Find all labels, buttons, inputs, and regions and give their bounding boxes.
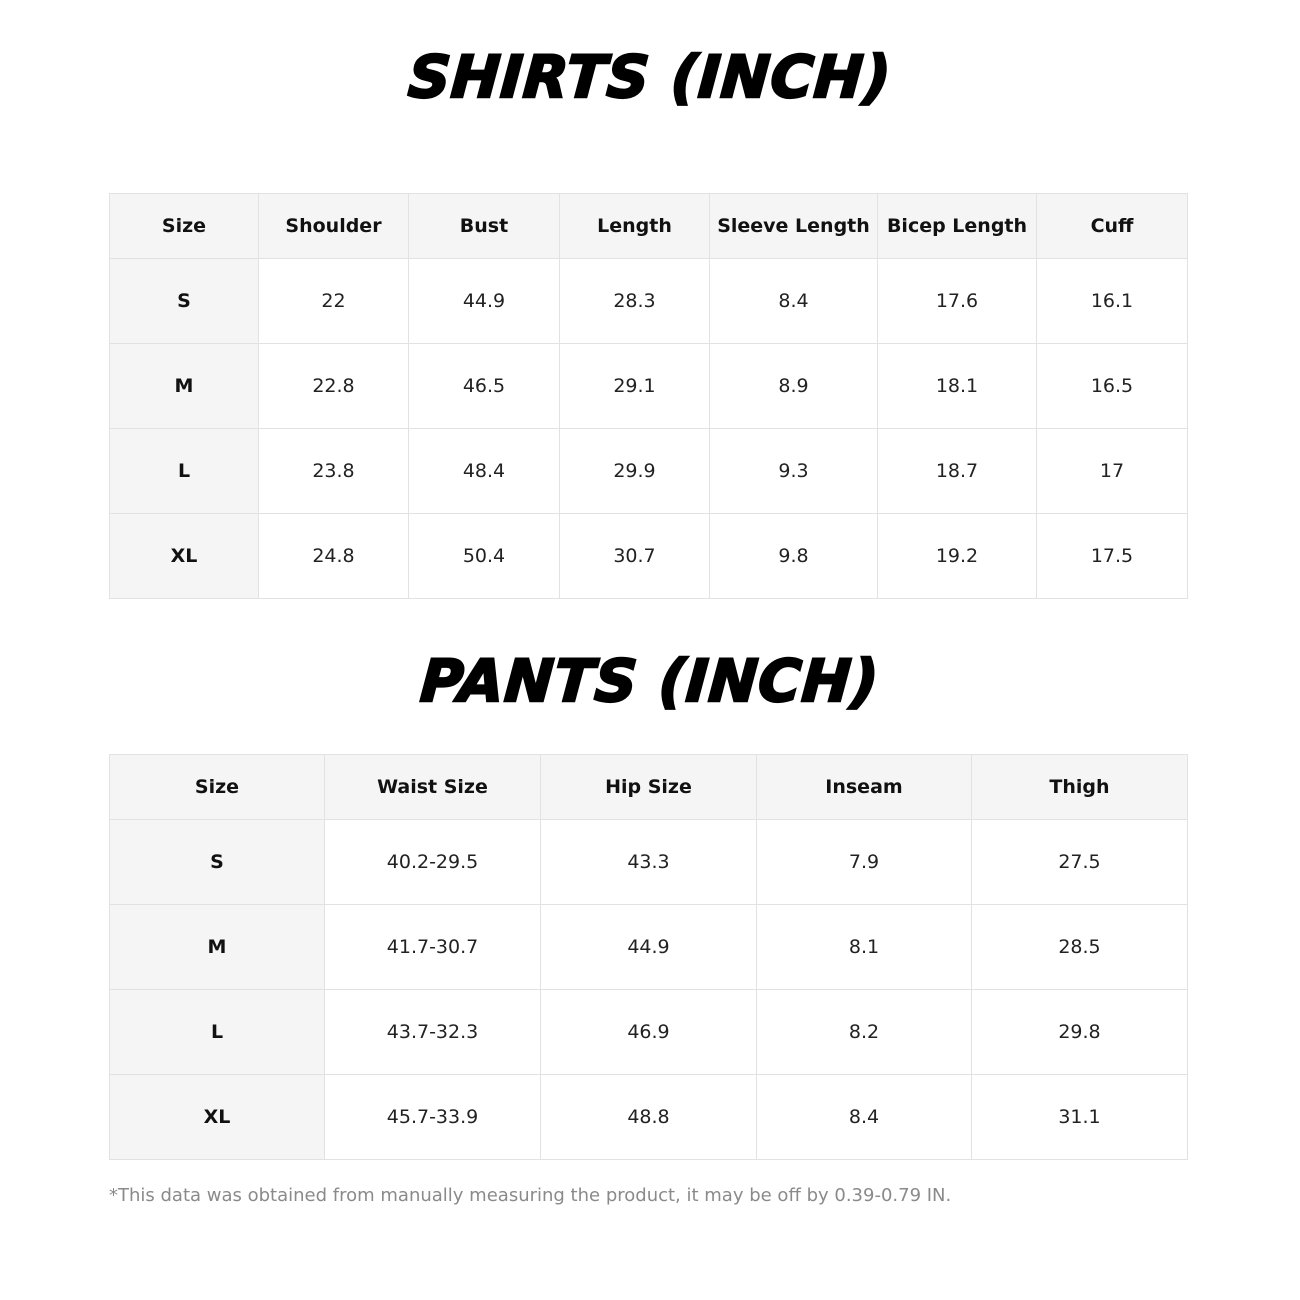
table-cell: 44.9: [409, 259, 560, 344]
pants-title: PANTS (INCH): [418, 647, 882, 715]
table-row: [110, 514, 1188, 599]
column-header-sleeve-length: Sleeve Length: [710, 194, 878, 259]
size-cell: S: [110, 259, 259, 344]
table-cell: 28.3: [560, 259, 710, 344]
table-cell: 41.7-30.7: [325, 905, 541, 990]
table-header-row: [110, 755, 1188, 820]
table-cell: 8.2: [757, 990, 972, 1075]
table-cell: 43.3: [541, 820, 757, 905]
table-row: [110, 429, 1188, 514]
table-cell: 29.1: [560, 344, 710, 429]
table-cell: 31.1: [972, 1075, 1188, 1160]
table-row: [110, 259, 1188, 344]
column-header-bust: Bust: [409, 194, 560, 259]
table-cell: 9.8: [710, 514, 878, 599]
table-cell: 7.9: [757, 820, 972, 905]
table-row: [110, 344, 1188, 429]
table-cell: 50.4: [409, 514, 560, 599]
column-header-thigh: Thigh: [972, 755, 1188, 820]
size-cell: S: [110, 820, 325, 905]
table-cell: 17.5: [1037, 514, 1188, 599]
size-cell: L: [110, 990, 325, 1075]
table-cell: 29.8: [972, 990, 1188, 1075]
column-header-size: Size: [110, 194, 259, 259]
table-cell: 45.7-33.9: [325, 1075, 541, 1160]
table-cell: 28.5: [972, 905, 1188, 990]
table-cell: 22: [259, 259, 409, 344]
table-cell: 24.8: [259, 514, 409, 599]
table-cell: 17: [1037, 429, 1188, 514]
table-cell: 8.4: [757, 1075, 972, 1160]
table-cell: 40.2-29.5: [325, 820, 541, 905]
table-cell: 18.7: [878, 429, 1037, 514]
table-cell: 46.9: [541, 990, 757, 1075]
column-header-size: Size: [110, 755, 325, 820]
size-cell: M: [110, 905, 325, 990]
table-row: [110, 820, 1188, 905]
column-header-length: Length: [560, 194, 710, 259]
table-row: [110, 990, 1188, 1075]
table-cell: 9.3: [710, 429, 878, 514]
column-header-bicep-length: Bicep Length: [878, 194, 1037, 259]
size-cell: L: [110, 429, 259, 514]
table-cell: 43.7-32.3: [325, 990, 541, 1075]
table-cell: 19.2: [878, 514, 1037, 599]
column-header-inseam: Inseam: [757, 755, 972, 820]
table-cell: 17.6: [878, 259, 1037, 344]
size-cell: XL: [110, 1075, 325, 1160]
table-cell: 8.1: [757, 905, 972, 990]
table-cell: 44.9: [541, 905, 757, 990]
table-cell: 8.9: [710, 344, 878, 429]
size-cell: M: [110, 344, 259, 429]
table-cell: 16.1: [1037, 259, 1188, 344]
table-cell: 22.8: [259, 344, 409, 429]
table-cell: 46.5: [409, 344, 560, 429]
table-cell: 29.9: [560, 429, 710, 514]
table-cell: 18.1: [878, 344, 1037, 429]
table-cell: 30.7: [560, 514, 710, 599]
column-header-cuff: Cuff: [1037, 194, 1188, 259]
table-row: [110, 1075, 1188, 1160]
size-cell: XL: [110, 514, 259, 599]
measurement-disclaimer: *This data was obtained from manually measuring the product, it may be off by 0.39-0.79 IN.: [109, 1185, 952, 1206]
table-cell: 48.4: [409, 429, 560, 514]
table-cell: 23.8: [259, 429, 409, 514]
column-header-waist-size: Waist Size: [325, 755, 541, 820]
column-header-hip-size: Hip Size: [541, 755, 757, 820]
table-cell: 27.5: [972, 820, 1188, 905]
table-cell: 16.5: [1037, 344, 1188, 429]
shirts-size-table: [109, 193, 1188, 599]
table-row: [110, 905, 1188, 990]
table-header-row: [110, 194, 1188, 259]
pants-size-table: [109, 754, 1188, 1160]
table-cell: 8.4: [710, 259, 878, 344]
column-header-shoulder: Shoulder: [259, 194, 409, 259]
table-cell: 48.8: [541, 1075, 757, 1160]
shirts-title: SHIRTS (INCH): [406, 43, 894, 111]
